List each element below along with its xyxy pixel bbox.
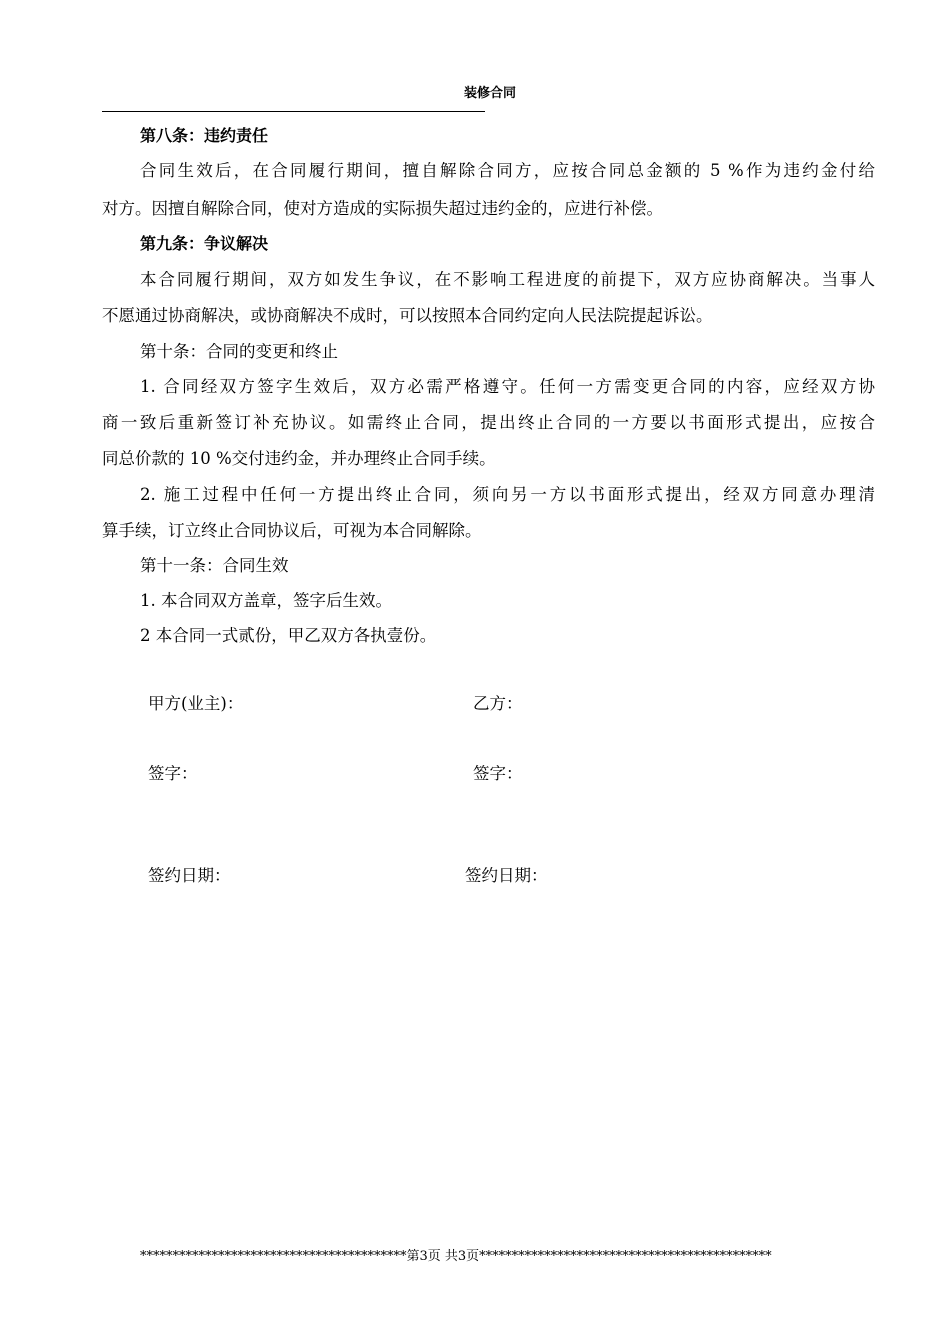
article-11-item-2: 2 本合同一式贰份，甲乙双方各执壹份。 bbox=[140, 626, 437, 645]
article-10-item-1-line-1: 1. 合同经双方签字生效后，双方必需严格遵守。任何一方需变更合同的内容，应经双方协 bbox=[140, 377, 875, 396]
article-8-paragraph-line-2: 对方。因擅自解除合同，使对方造成的实际损失超过违约金的，应进行补偿。 bbox=[102, 199, 663, 218]
article-10-heading: 第十条：合同的变更和终止 bbox=[140, 342, 338, 361]
party-b-label: 乙方： bbox=[473, 694, 523, 713]
article-11-item-1: 1. 本合同双方盖章，签字后生效。 bbox=[140, 591, 392, 610]
party-a-label: 甲方(业主)： bbox=[148, 694, 244, 713]
article-10-item-1-line-3: 同总价款的 10 %交付违约金，并办理终止合同手续。 bbox=[102, 449, 496, 468]
article-9-paragraph-line-1: 本合同履行期间，双方如发生争议，在不影响工程进度的前提下，双方应协商解决。当事人 bbox=[140, 270, 875, 289]
article-8-heading: 第八条：违约责任 bbox=[140, 126, 269, 145]
article-8-paragraph-line-1: 合同生效后，在合同履行期间，擅自解除合同方，应按合同总金额的 5 %作为违约金付给 bbox=[140, 161, 875, 180]
article-9-paragraph-line-2: 不愿通过协商解决，或协商解决不成时，可以按照本合同约定向人民法院提起诉讼。 bbox=[102, 306, 713, 325]
party-b-date-label: 签约日期： bbox=[465, 866, 548, 885]
page-header-title: 装修合同 bbox=[463, 86, 516, 101]
page-footer: *****************************************第3页 共3页********************************************* bbox=[140, 1249, 772, 1264]
article-10-item-2-line-2: 算手续，订立终止合同协议后，可视为本合同解除。 bbox=[102, 521, 482, 540]
article-9-heading: 第九条：争议解决 bbox=[140, 234, 269, 253]
party-b-sign-label: 签字： bbox=[473, 764, 523, 783]
article-11-heading: 第十一条：合同生效 bbox=[140, 556, 289, 575]
header-divider bbox=[102, 111, 485, 112]
article-10-item-2-line-1: 2. 施工过程中任何一方提出终止合同，须向另一方以书面形式提出，经双方同意办理清 bbox=[140, 485, 875, 504]
article-10-item-1-line-2: 商一致后重新签订补充协议。如需终止合同，提出终止合同的一方要以书面形式提出，应按合 bbox=[102, 413, 875, 432]
party-a-date-label: 签约日期： bbox=[148, 866, 231, 885]
party-a-sign-label: 签字： bbox=[148, 764, 198, 783]
